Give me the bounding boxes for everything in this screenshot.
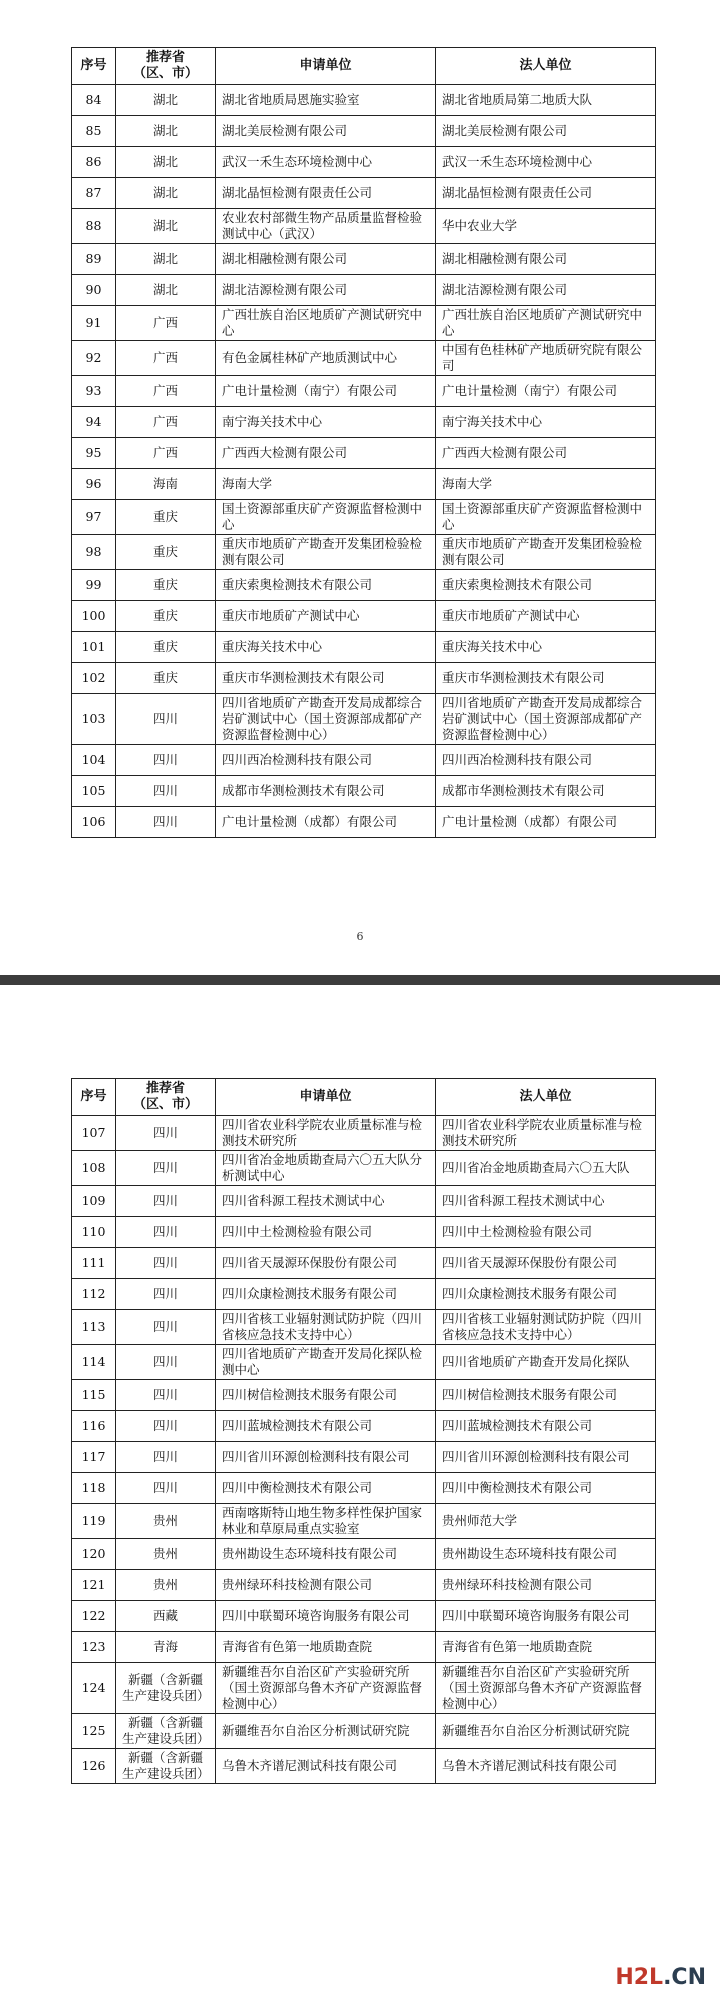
row-legal-entity: 贵州绿环科技检测有限公司 [436,1570,656,1601]
header-province: 推荐省 （区、市） [116,1079,216,1116]
row-province: 湖北 [116,116,216,147]
row-legal-entity: 广西西大检测有限公司 [436,438,656,469]
row-legal-entity: 海南大学 [436,469,656,500]
table-row [72,535,656,570]
table-row [72,1749,656,1784]
table-row [72,1186,656,1217]
row-province: 湖北 [116,209,216,244]
table-row [72,244,656,275]
row-number: 124 [72,1663,116,1714]
row-province: 四川 [116,1380,216,1411]
row-applicant: 青海省有色第一地质勘查院 [216,1632,436,1663]
table-header-row [72,48,656,85]
row-number: 93 [72,376,116,407]
row-applicant: 新疆维吾尔自治区分析测试研究院 [216,1714,436,1749]
row-province: 新疆（含新疆生产建设兵团） [116,1714,216,1749]
row-number: 118 [72,1473,116,1504]
row-applicant: 四川省天晟源环保股份有限公司 [216,1248,436,1279]
row-number: 85 [72,116,116,147]
row-legal-entity: 四川中衡检测技术有限公司 [436,1473,656,1504]
row-legal-entity: 贵州勘设生态环境科技有限公司 [436,1539,656,1570]
row-province: 广西 [116,341,216,376]
row-legal-entity: 重庆市地质矿产勘查开发集团检验检测有限公司 [436,535,656,570]
row-province: 四川 [116,807,216,838]
row-number: 87 [72,178,116,209]
row-legal-entity: 四川省核工业辐射测试防护院（四川省核应急技术支持中心） [436,1310,656,1345]
page-number: 6 [356,930,364,943]
table-row [72,1714,656,1749]
table-row [72,1539,656,1570]
row-number: 119 [72,1504,116,1539]
row-number: 111 [72,1248,116,1279]
row-number: 92 [72,341,116,376]
table-row [72,147,656,178]
row-province: 贵州 [116,1539,216,1570]
row-number: 110 [72,1217,116,1248]
table-row [72,1279,656,1310]
table-row [72,209,656,244]
row-applicant: 四川省科源工程技术测试中心 [216,1186,436,1217]
row-legal-entity: 乌鲁木齐谱尼测试科技有限公司 [436,1749,656,1784]
row-number: 86 [72,147,116,178]
row-number: 90 [72,275,116,306]
row-province: 重庆 [116,535,216,570]
table-row [72,376,656,407]
row-applicant: 湖北相融检测有限公司 [216,244,436,275]
row-applicant: 重庆市地质矿产勘查开发集团检验检测有限公司 [216,535,436,570]
table-row [72,1345,656,1380]
row-province: 重庆 [116,632,216,663]
row-applicant: 四川省冶金地质勘查局六〇五大队分析测试中心 [216,1151,436,1186]
row-province: 湖北 [116,275,216,306]
row-province: 四川 [116,1411,216,1442]
row-applicant: 四川省地质矿产勘查开发局化探队检测中心 [216,1345,436,1380]
table-row [72,1473,656,1504]
row-applicant: 重庆海关技术中心 [216,632,436,663]
document-page-top [0,0,720,975]
row-applicant: 四川省核工业辐射测试防护院（四川省核应急技术支持中心） [216,1310,436,1345]
row-number: 89 [72,244,116,275]
row-legal-entity: 湖北洁源检测有限公司 [436,275,656,306]
row-legal-entity: 四川省科源工程技术测试中心 [436,1186,656,1217]
row-applicant: 国土资源部重庆矿产资源监督检测中心 [216,500,436,535]
row-province: 贵州 [116,1570,216,1601]
row-applicant: 湖北晶恒检测有限责任公司 [216,178,436,209]
row-province: 四川 [116,776,216,807]
table-row [72,407,656,438]
table-row [72,1411,656,1442]
row-province: 重庆 [116,500,216,535]
row-legal-entity: 四川省冶金地质勘查局六〇五大队 [436,1151,656,1186]
row-applicant: 乌鲁木齐谱尼测试科技有限公司 [216,1749,436,1784]
row-legal-entity: 广西壮族自治区地质矿产测试研究中心 [436,306,656,341]
table-row [72,1632,656,1663]
row-applicant: 新疆维吾尔自治区矿产实验研究所（国土资源部乌鲁木齐矿产资源监督检测中心） [216,1663,436,1714]
row-legal-entity: 武汉一禾生态环境检测中心 [436,147,656,178]
row-number: 101 [72,632,116,663]
table-row [72,1663,656,1714]
row-number: 116 [72,1411,116,1442]
row-legal-entity: 重庆海关技术中心 [436,632,656,663]
row-province: 四川 [116,1248,216,1279]
row-province: 西藏 [116,1601,216,1632]
row-applicant: 农业农村部微生物产品质量监督检验测试中心（武汉） [216,209,436,244]
row-province: 贵州 [116,1504,216,1539]
watermark-part1: H2L [615,1965,664,1990]
row-number: 122 [72,1601,116,1632]
row-applicant: 贵州勘设生态环境科技有限公司 [216,1539,436,1570]
header-legal: 法人单位 [436,1079,656,1116]
row-applicant: 西南喀斯特山地生物多样性保护国家林业和草原局重点实验室 [216,1504,436,1539]
row-applicant: 广西西大检测有限公司 [216,438,436,469]
row-legal-entity: 四川树信检测技术服务有限公司 [436,1380,656,1411]
row-province: 四川 [116,1279,216,1310]
row-legal-entity: 重庆市华测检测技术有限公司 [436,663,656,694]
row-number: 125 [72,1714,116,1749]
row-province: 新疆（含新疆生产建设兵团） [116,1749,216,1784]
row-number: 97 [72,500,116,535]
header-applicant: 申请单位 [216,1079,436,1116]
table-row [72,1442,656,1473]
row-legal-entity: 华中农业大学 [436,209,656,244]
row-province: 四川 [116,745,216,776]
row-applicant: 湖北洁源检测有限公司 [216,275,436,306]
row-applicant: 南宁海关技术中心 [216,407,436,438]
row-number: 102 [72,663,116,694]
table-row [72,116,656,147]
row-province: 海南 [116,469,216,500]
row-legal-entity: 重庆市地质矿产测试中心 [436,601,656,632]
row-legal-entity: 四川蓝城检测技术有限公司 [436,1411,656,1442]
row-legal-entity: 南宁海关技术中心 [436,407,656,438]
header-num: 序号 [72,48,116,85]
table-row [72,1217,656,1248]
page-divider [0,975,720,985]
row-legal-entity: 中国有色桂林矿产地质研究院有限公司 [436,341,656,376]
row-province: 四川 [116,1116,216,1151]
row-province: 湖北 [116,85,216,116]
row-number: 94 [72,407,116,438]
row-number: 106 [72,807,116,838]
row-legal-entity: 国土资源部重庆矿产资源监督检测中心 [436,500,656,535]
row-number: 99 [72,570,116,601]
row-legal-entity: 四川省农业科学院农业质量标准与检测技术研究所 [436,1116,656,1151]
row-number: 91 [72,306,116,341]
row-applicant: 四川西冶检测科技有限公司 [216,745,436,776]
row-province: 四川 [116,1186,216,1217]
row-province: 重庆 [116,663,216,694]
row-province: 新疆（含新疆生产建设兵团） [116,1663,216,1714]
row-legal-entity: 新疆维吾尔自治区分析测试研究院 [436,1714,656,1749]
table-row [72,500,656,535]
row-applicant: 贵州绿环科技检测有限公司 [216,1570,436,1601]
row-number: 108 [72,1151,116,1186]
row-applicant: 广西壮族自治区地质矿产测试研究中心 [216,306,436,341]
table-row [72,663,656,694]
row-number: 114 [72,1345,116,1380]
row-number: 123 [72,1632,116,1663]
row-number: 113 [72,1310,116,1345]
table-row [72,745,656,776]
table-header-row [72,1079,656,1116]
table-row [72,694,656,745]
row-applicant: 重庆市华测检测技术有限公司 [216,663,436,694]
table-row [72,469,656,500]
row-applicant: 广电计量检测（成都）有限公司 [216,807,436,838]
row-number: 104 [72,745,116,776]
site-watermark-logo [615,1965,706,1990]
row-number: 109 [72,1186,116,1217]
row-applicant: 湖北美辰检测有限公司 [216,116,436,147]
row-applicant: 广电计量检测（南宁）有限公司 [216,376,436,407]
watermark-part2: .CN [663,1965,706,1990]
row-province: 广西 [116,376,216,407]
row-number: 95 [72,438,116,469]
row-legal-entity: 重庆索奥检测技术有限公司 [436,570,656,601]
row-number: 84 [72,85,116,116]
row-applicant: 有色金属桂林矿产地质测试中心 [216,341,436,376]
table-row [72,275,656,306]
row-number: 117 [72,1442,116,1473]
table-row [72,1601,656,1632]
row-applicant: 四川树信检测技术服务有限公司 [216,1380,436,1411]
row-province: 四川 [116,1442,216,1473]
row-number: 126 [72,1749,116,1784]
row-number: 96 [72,469,116,500]
row-applicant: 四川中衡检测技术有限公司 [216,1473,436,1504]
row-applicant: 武汉一禾生态环境检测中心 [216,147,436,178]
table-row [72,85,656,116]
row-province: 四川 [116,694,216,745]
row-applicant: 四川众康检测技术服务有限公司 [216,1279,436,1310]
row-legal-entity: 贵州师范大学 [436,1504,656,1539]
table-row [72,306,656,341]
row-legal-entity: 新疆维吾尔自治区矿产实验研究所（国土资源部乌鲁木齐矿产资源监督检测中心） [436,1663,656,1714]
row-applicant: 海南大学 [216,469,436,500]
row-number: 100 [72,601,116,632]
row-legal-entity: 成都市华测检测技术有限公司 [436,776,656,807]
row-number: 107 [72,1116,116,1151]
row-number: 120 [72,1539,116,1570]
row-legal-entity: 四川中联蜀环境咨询服务有限公司 [436,1601,656,1632]
row-legal-entity: 四川省地质矿产勘查开发局成都综合岩矿测试中心（国土资源部成都矿产资源监督检测中心） [436,694,656,745]
header-applicant: 申请单位 [216,48,436,85]
row-legal-entity: 广电计量检测（南宁）有限公司 [436,376,656,407]
header-legal: 法人单位 [436,48,656,85]
table-row [72,1248,656,1279]
row-legal-entity: 青海省有色第一地质勘查院 [436,1632,656,1663]
row-applicant: 湖北省地质局恩施实验室 [216,85,436,116]
row-applicant: 成都市华测检测技术有限公司 [216,776,436,807]
row-legal-entity: 湖北晶恒检测有限责任公司 [436,178,656,209]
row-legal-entity: 湖北美辰检测有限公司 [436,116,656,147]
row-province: 四川 [116,1310,216,1345]
table-row [72,341,656,376]
table-row [72,807,656,838]
table-row [72,1380,656,1411]
table-row [72,1151,656,1186]
row-legal-entity: 湖北相融检测有限公司 [436,244,656,275]
institutions-table-bottom [71,1078,656,1784]
row-province: 湖北 [116,147,216,178]
row-province: 重庆 [116,601,216,632]
header-province: 推荐省 （区、市） [116,48,216,85]
table-row [72,570,656,601]
institutions-table-top [71,47,656,838]
row-number: 121 [72,1570,116,1601]
row-legal-entity: 湖北省地质局第二地质大队 [436,85,656,116]
table-row [72,601,656,632]
row-legal-entity: 四川西冶检测科技有限公司 [436,745,656,776]
row-legal-entity: 四川众康检测技术服务有限公司 [436,1279,656,1310]
table-row [72,1310,656,1345]
row-legal-entity: 四川省天晟源环保股份有限公司 [436,1248,656,1279]
row-number: 103 [72,694,116,745]
row-applicant: 四川中土检测检验有限公司 [216,1217,436,1248]
row-legal-entity: 四川省地质矿产勘查开发局化探队 [436,1345,656,1380]
row-applicant: 四川蓝城检测技术有限公司 [216,1411,436,1442]
table-row [72,438,656,469]
row-province: 湖北 [116,244,216,275]
table-row [72,776,656,807]
row-province: 广西 [116,407,216,438]
table-row [72,1504,656,1539]
row-applicant: 四川中联蜀环境咨询服务有限公司 [216,1601,436,1632]
row-legal-entity: 四川中土检测检验有限公司 [436,1217,656,1248]
header-num: 序号 [72,1079,116,1116]
row-legal-entity: 四川省川环源创检测科技有限公司 [436,1442,656,1473]
table-row [72,632,656,663]
row-province: 四川 [116,1473,216,1504]
row-number: 88 [72,209,116,244]
row-province: 四川 [116,1217,216,1248]
row-number: 112 [72,1279,116,1310]
table-row [72,1116,656,1151]
row-applicant: 重庆索奥检测技术有限公司 [216,570,436,601]
row-province: 湖北 [116,178,216,209]
row-legal-entity: 广电计量检测（成都）有限公司 [436,807,656,838]
row-province: 广西 [116,306,216,341]
table-row [72,1570,656,1601]
row-province: 四川 [116,1345,216,1380]
row-province: 重庆 [116,570,216,601]
row-province: 青海 [116,1632,216,1663]
row-applicant: 四川省川环源创检测科技有限公司 [216,1442,436,1473]
row-applicant: 四川省农业科学院农业质量标准与检测技术研究所 [216,1116,436,1151]
row-province: 广西 [116,438,216,469]
row-applicant: 四川省地质矿产勘查开发局成都综合岩矿测试中心（国土资源部成都矿产资源监督检测中心） [216,694,436,745]
row-number: 98 [72,535,116,570]
row-number: 105 [72,776,116,807]
row-number: 115 [72,1380,116,1411]
table-row [72,178,656,209]
row-applicant: 重庆市地质矿产测试中心 [216,601,436,632]
row-province: 四川 [116,1151,216,1186]
